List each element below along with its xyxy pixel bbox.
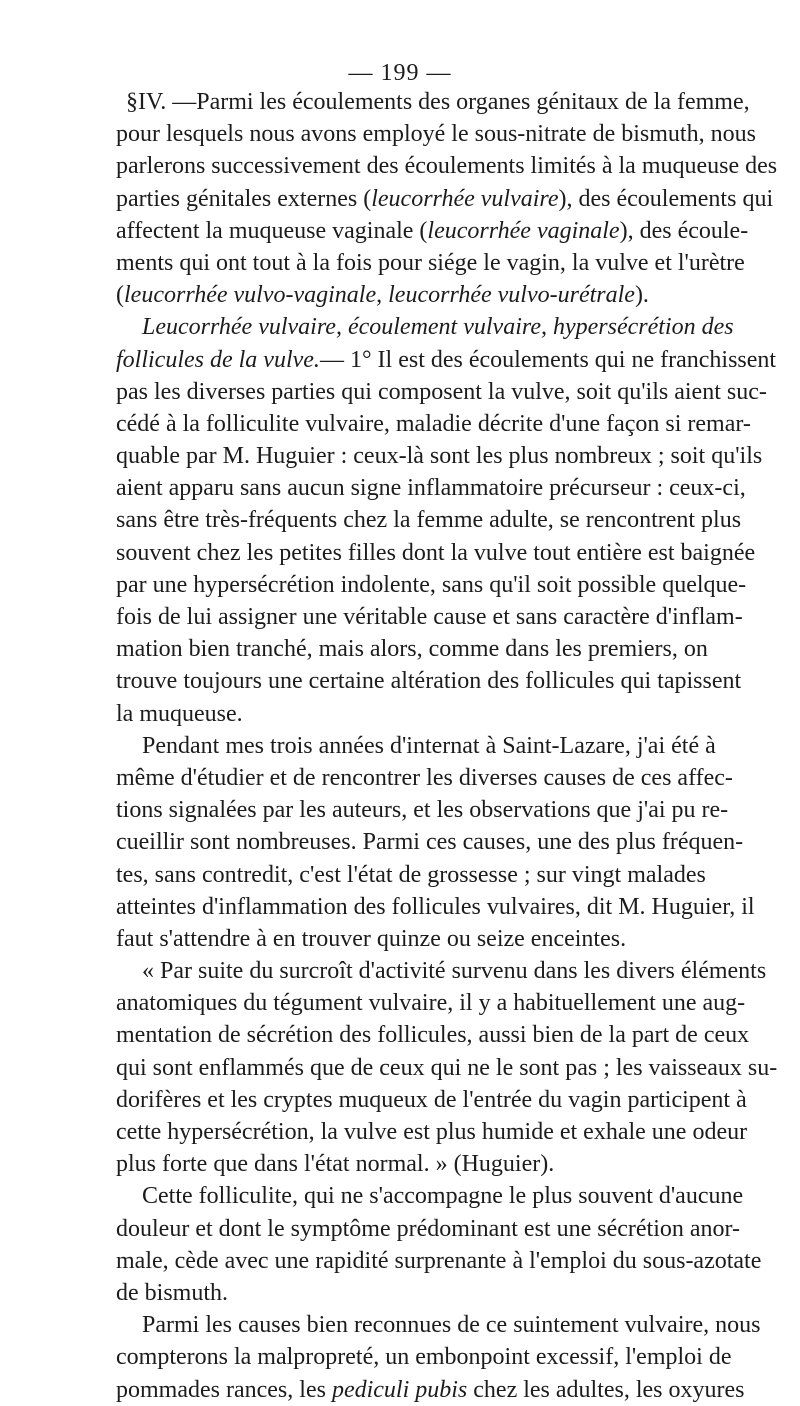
text-line: Cette folliculite, qui ne s'accompagne le plus souvent d'aucune <box>142 1183 744 1210</box>
text-line: Pendant mes trois années d'internat à Saint-Lazare, j'ai été à <box>142 732 716 759</box>
text-line: male, cède avec une rapidité surprenante à l'emploi du sous-azotate <box>116 1247 762 1274</box>
text-line: par une hypersécrétion indolente, sans qu'il soit possible quelque- <box>116 571 747 598</box>
text-line: la muqueuse. <box>116 700 243 727</box>
text-line: anatomiques du tégument vulvaire, il y a habituellement une aug- <box>116 990 746 1017</box>
text-line: faut s'attendre à en trouver quinze ou seize enceintes. <box>116 925 627 952</box>
text-line: follicules de la vulve.— 1° Il est des écoulements qui ne franchissent <box>116 346 777 373</box>
text-line: (leucorrhée vulvo-vaginale, leucorrhée vulvo-urétrale). <box>116 282 649 309</box>
text-line: compterons la malpropreté, un embonpoint excessif, l'emploi de <box>116 1344 732 1371</box>
text-line: cette hypersécrétion, la vulve est plus humide et exhale une odeur <box>116 1119 748 1145</box>
text-line: cueillir sont nombreuses. Parmi ces causes, une des plus fréquen- <box>116 829 744 856</box>
text-line: Parmi les causes bien reconnues de ce suintement vulvaire, nous <box>142 1312 761 1339</box>
text-line: trouve toujours une certaine altération des follicules qui tapissent <box>116 668 742 695</box>
text-line: souvent chez les petites filles dont la vulve tout entière est baignée <box>116 539 756 566</box>
text-line: atteintes d'inflammation des follicules vulvaires, dit M. Huguier, il <box>116 893 755 920</box>
text-line: mentation de sécrétion des follicules, aussi bien de la part de ceux <box>116 1022 750 1049</box>
text-line: « Par suite du surcroît d'activité survenu dans les divers éléments <box>142 958 767 985</box>
text-line: pas les diverses parties qui composent la vulve, soit qu'ils aient suc- <box>116 378 767 405</box>
text-line: tions signalées par les auteurs, et les observations que j'ai pu re- <box>116 797 729 824</box>
text-line: affectent la muqueuse vaginale (leucorrhée vaginale), des écoule- <box>116 217 749 244</box>
text-line: plus forte que dans l'état normal. » (Huguier). <box>116 1151 555 1178</box>
text-line: cédé à la folliculite vulvaire, maladie décrite d'une façon si remar- <box>116 410 751 437</box>
text-line: aient apparu sans aucun signe inflammatoire précurseur : ceux-ci, <box>116 475 746 502</box>
text-line: Leucorrhée vulvaire, écoulement vulvaire, hypersécrétion des <box>142 314 734 341</box>
text-line: parlerons successivement des écoulements limités à la muqueuse des <box>116 153 778 180</box>
text-line: fois de lui assigner une véritable cause et sans caractère d'inflam- <box>116 604 743 630</box>
text-line: dorifères et les cryptes muqueux de l'entrée du vagin participent à <box>116 1086 747 1113</box>
text-line: §IV. —Parmi les écoulements des organes génitaux de la femme, <box>126 89 750 115</box>
text-line: parties génitales externes (leucorrhée vulvaire), des écoulements qui <box>116 185 774 212</box>
text-line: ments qui ont tout à la fois pour siége le vagin, la vulve et l'urètre <box>116 249 745 276</box>
text-line: douleur et dont le symptôme prédominant est une sécrétion anor- <box>116 1215 741 1242</box>
body-text <box>116 86 778 1406</box>
page-number: — 199 — <box>348 60 452 86</box>
text-line: qui sont enflammés que de ceux qui ne le sont pas ; les vaisseaux su- <box>116 1054 778 1081</box>
text-line: mation bien tranché, mais alors, comme dans les premiers, on <box>116 636 708 663</box>
text-line: pommades rances, les pediculi pubis chez les adultes, les oxyures <box>116 1376 745 1403</box>
text-line: pour lesquels nous avons employé le sous-nitrate de bismuth, nous <box>116 121 756 148</box>
text-line: sans être très-fréquents chez la femme adulte, se rencontrent plus <box>116 507 742 534</box>
text-line: quable par M. Huguier : ceux-là sont les plus nombreux ; soit qu'ils <box>116 443 763 470</box>
text-line: de bismuth. <box>116 1279 228 1306</box>
text-line: tes, sans contredit, c'est l'état de grossesse ; sur vingt malades <box>116 861 706 888</box>
text-line: même d'étudier et de rencontrer les diverses causes de ces affec- <box>116 764 733 791</box>
